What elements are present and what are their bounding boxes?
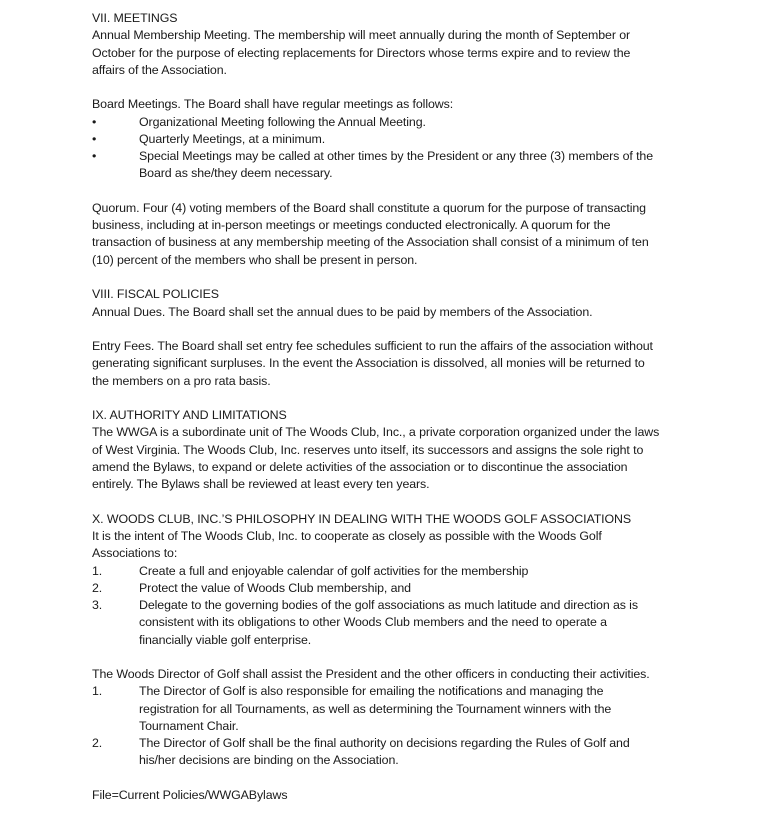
document-line xyxy=(92,597,732,614)
line-text: File=Current Policies/WWGABylaws xyxy=(92,787,288,802)
document-line xyxy=(92,545,732,562)
document-line xyxy=(92,459,732,476)
blank-line xyxy=(92,649,732,666)
document-line xyxy=(92,752,732,769)
line-text: affairs of the Association. xyxy=(92,62,227,77)
line-text: Protect the value of Woods Club membership, and xyxy=(139,580,411,595)
document-line xyxy=(92,442,732,459)
line-text: of West Virginia. The Woods Club, Inc. reserves unto itself, its successors and assigns the sole right to xyxy=(92,442,644,457)
blank-line xyxy=(92,183,732,200)
line-text: registration for all Tournaments, as well as determining the Tournament winners with the xyxy=(139,701,612,716)
list-number: 1. xyxy=(92,563,103,578)
list-number: 3. xyxy=(92,598,103,613)
blank-line xyxy=(92,390,732,407)
document-line xyxy=(92,27,732,44)
line-text: Organizational Meeting following the Annual Meeting. xyxy=(139,114,426,129)
bullet-marker: • xyxy=(92,114,97,129)
line-text: The Woods Director of Golf shall assist the President and the other officers in conducting their activities. xyxy=(92,667,650,682)
bullet-marker: • xyxy=(92,131,97,146)
line-text: IX. AUTHORITY AND LIMITATIONS xyxy=(92,408,287,423)
document-line xyxy=(92,286,732,303)
document-line xyxy=(92,62,732,79)
line-text: Tournament Chair. xyxy=(139,718,239,733)
document-line xyxy=(92,683,732,700)
line-text: It is the intent of The Woods Club, Inc. to cooperate as closely as possible with the Woods Golf xyxy=(92,528,602,543)
document-line xyxy=(92,10,732,27)
document-line xyxy=(92,217,732,234)
document-line xyxy=(92,563,732,580)
line-text: (10) percent of the members who shall be present in person. xyxy=(92,252,418,267)
document-line xyxy=(92,114,732,131)
blank-line xyxy=(92,269,732,286)
line-text: The Director of Golf shall be the final authority on decisions regarding the Rules of Golf and xyxy=(139,736,630,751)
document-line xyxy=(92,718,732,735)
document-line xyxy=(92,338,732,355)
line-text: generating significant surpluses. In the event the Association is dissolved, all monies will be returned to xyxy=(92,356,645,371)
list-number: 1. xyxy=(92,684,103,699)
line-text: amend the Bylaws, to expand or delete activities of the association or to discontinue the association xyxy=(92,459,628,474)
line-text: the members on a pro rata basis. xyxy=(92,373,271,388)
line-text: October for the purpose of electing replacements for Directors whose terms expire and to review the xyxy=(92,45,631,60)
document-line xyxy=(92,511,732,528)
bullet-marker: • xyxy=(92,149,97,164)
line-text: Quarterly Meetings, at a minimum. xyxy=(139,131,326,146)
blank-line xyxy=(92,321,732,338)
document-line xyxy=(92,666,732,683)
line-text: The WWGA is a subordinate unit of The Woods Club, Inc., a private corporation organized under the laws xyxy=(92,425,660,440)
document-line xyxy=(92,355,732,372)
line-text: Special Meetings may be called at other times by the President or any three (3) members of the xyxy=(139,149,654,164)
document-line xyxy=(92,614,732,631)
document-line xyxy=(92,476,732,493)
line-text: consistent with its obligations to other Woods Club members and the need to operate a xyxy=(139,615,607,630)
line-text: Associations to: xyxy=(92,546,178,561)
document-line xyxy=(92,407,732,424)
document-line xyxy=(92,148,732,165)
document-line xyxy=(92,234,732,251)
line-text: Delegate to the governing bodies of the golf associations as much latitude and direction as is xyxy=(139,598,638,613)
document-line xyxy=(92,304,732,321)
line-text: X. WOODS CLUB, INC.’S PHILOSOPHY IN DEALING WITH THE WOODS GOLF ASSOCIATIONS xyxy=(92,511,632,526)
document-line xyxy=(92,131,732,148)
line-text: Board as she/they deem necessary. xyxy=(139,166,333,181)
document-line xyxy=(92,252,732,269)
document-line xyxy=(92,45,732,62)
line-text: VIII. FISCAL POLICIES xyxy=(92,287,219,302)
line-text: Annual Dues. The Board shall set the annual dues to be paid by members of the Association. xyxy=(92,304,593,319)
bylaws-document xyxy=(92,10,732,804)
line-text: Create a full and enjoyable calendar of golf activities for the membership xyxy=(139,563,529,578)
document-line xyxy=(92,701,732,718)
document-line xyxy=(92,200,732,217)
line-text: VII. MEETINGS xyxy=(92,11,178,25)
document-line xyxy=(92,580,732,597)
line-text: The Director of Golf is also responsible for emailing the notifications and managing the xyxy=(139,684,604,699)
list-number: 2. xyxy=(92,736,103,751)
line-text: Entry Fees. The Board shall set entry fee schedules sufficient to run the affairs of the association without xyxy=(92,339,653,354)
line-text: business, including at in-person meetings or meetings conducted electronically. A quorum for the xyxy=(92,218,611,233)
line-text: Quorum. Four (4) voting members of the Board shall constitute a quorum for the purpose of transacting xyxy=(92,200,646,215)
document-line xyxy=(92,165,732,182)
document-line xyxy=(92,96,732,113)
line-text: entirely. The Bylaws shall be reviewed at least every ten years. xyxy=(92,477,430,492)
document-line xyxy=(92,528,732,545)
blank-line xyxy=(92,79,732,96)
line-text: Annual Membership Meeting. The membership will meet annually during the month of September or xyxy=(92,28,631,43)
document-line xyxy=(92,373,732,390)
line-text: financially viable golf enterprise. xyxy=(139,632,312,647)
blank-line xyxy=(92,770,732,787)
blank-line xyxy=(92,493,732,510)
document-line xyxy=(92,632,732,649)
document-line xyxy=(92,787,732,804)
document-line xyxy=(92,735,732,752)
list-number: 2. xyxy=(92,580,103,595)
line-text: his/her decisions are binding on the Association. xyxy=(139,753,399,768)
line-text: Board Meetings. The Board shall have regular meetings as follows: xyxy=(92,97,454,112)
document-line xyxy=(92,424,732,441)
line-text: transaction of business at any membership meeting of the Association shall consist of a minimum of ten xyxy=(92,235,649,250)
